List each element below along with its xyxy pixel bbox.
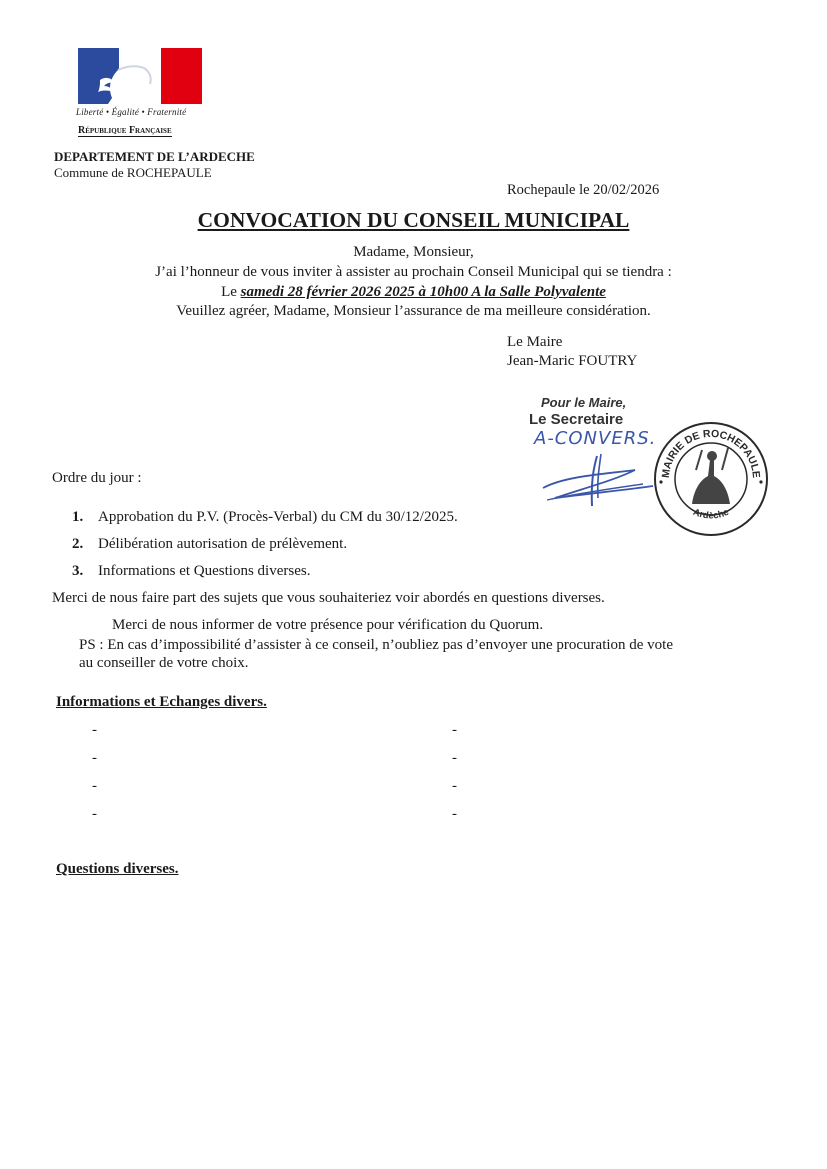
quorum-note: Merci de nous informer de votre présence pour vérification du Quorum. <box>112 617 544 633</box>
ps-note-line1: PS : En cas d’impossibilité d’assister à ce conseil, n’oubliez pas d’envoyer une procuration de vote <box>79 637 674 653</box>
signature-name: Jean-Maric FOUTRY <box>507 353 638 369</box>
seal-top-text: MAIRIE DE ROCHEPAULE <box>659 427 763 479</box>
department-name: DEPARTEMENT DE L’ARDECHE <box>54 149 255 164</box>
info-left-line: - <box>92 778 97 794</box>
salutation: Madame, Monsieur, <box>353 244 474 260</box>
info-left-line: - <box>92 750 97 766</box>
stamp-pour-le-maire: Pour le Maire, <box>541 395 627 410</box>
agenda-item <box>72 563 310 580</box>
informations-heading: Informations et Echanges divers. <box>56 694 267 710</box>
republique-francaise: République Française <box>78 125 172 136</box>
agenda-item-text: Informations et Questions diverses. <box>98 563 311 579</box>
agenda-item-number: 2. <box>72 536 84 552</box>
handwritten-signature <box>535 448 665 518</box>
agenda-item-text: Approbation du P.V. (Procès-Verbal) du CM du 30/12/2025. <box>98 509 458 525</box>
agenda-item-text: Délibération autorisation de prélèvement. <box>98 536 348 552</box>
agenda-heading: Ordre du jour : <box>52 470 142 486</box>
invitation-text: J’ai l’honneur de vous inviter à assister au prochain Conseil Municipal qui se tiendra : <box>155 264 672 280</box>
info-left-line: - <box>92 806 97 822</box>
handwritten-name: A-CONVERS. <box>534 428 657 449</box>
agenda-item-number: 1. <box>72 509 84 525</box>
info-right-line: - <box>452 778 457 794</box>
ps-note-line2: au conseiller de votre choix. <box>79 655 249 671</box>
info-right-line: - <box>452 750 457 766</box>
closing-formula: Veuillez agréer, Madame, Monsieur l’assurance de ma meilleure considération. <box>176 303 651 319</box>
agenda-item <box>72 509 458 526</box>
info-right-line: - <box>452 722 457 738</box>
letter-date: Rochepaule le 20/02/2026 <box>507 182 660 198</box>
meeting-prefix: Le <box>221 284 241 300</box>
signature-role: Le Maire <box>507 334 563 350</box>
agenda-item-number: 3. <box>72 563 84 579</box>
marianne-logo <box>78 48 202 104</box>
info-left-line: - <box>92 722 97 738</box>
stamp-secretaire: Le Secretaire <box>529 411 624 428</box>
seal-bottom-text: Ardèche <box>691 506 731 522</box>
meeting-detail: samedi 28 février 2026 2025 à 10h00 A la Salle Polyvalente <box>240 284 606 300</box>
questions-heading: Questions diverses. <box>56 861 179 877</box>
info-right-line: - <box>452 806 457 822</box>
commune-name: Commune de ROCHEPAULE <box>54 165 212 180</box>
republic-motto: Liberté • Égalité • Fraternité <box>76 107 187 117</box>
agenda-note: Merci de nous faire part des sujets que vous souhaiteriez voir abordés en questions diverses. <box>52 590 605 606</box>
mairie-seal <box>652 420 770 538</box>
meeting-datetime <box>0 284 827 301</box>
agenda-item <box>72 536 347 553</box>
document-title: CONVOCATION DU CONSEIL MUNICIPAL <box>197 208 630 232</box>
